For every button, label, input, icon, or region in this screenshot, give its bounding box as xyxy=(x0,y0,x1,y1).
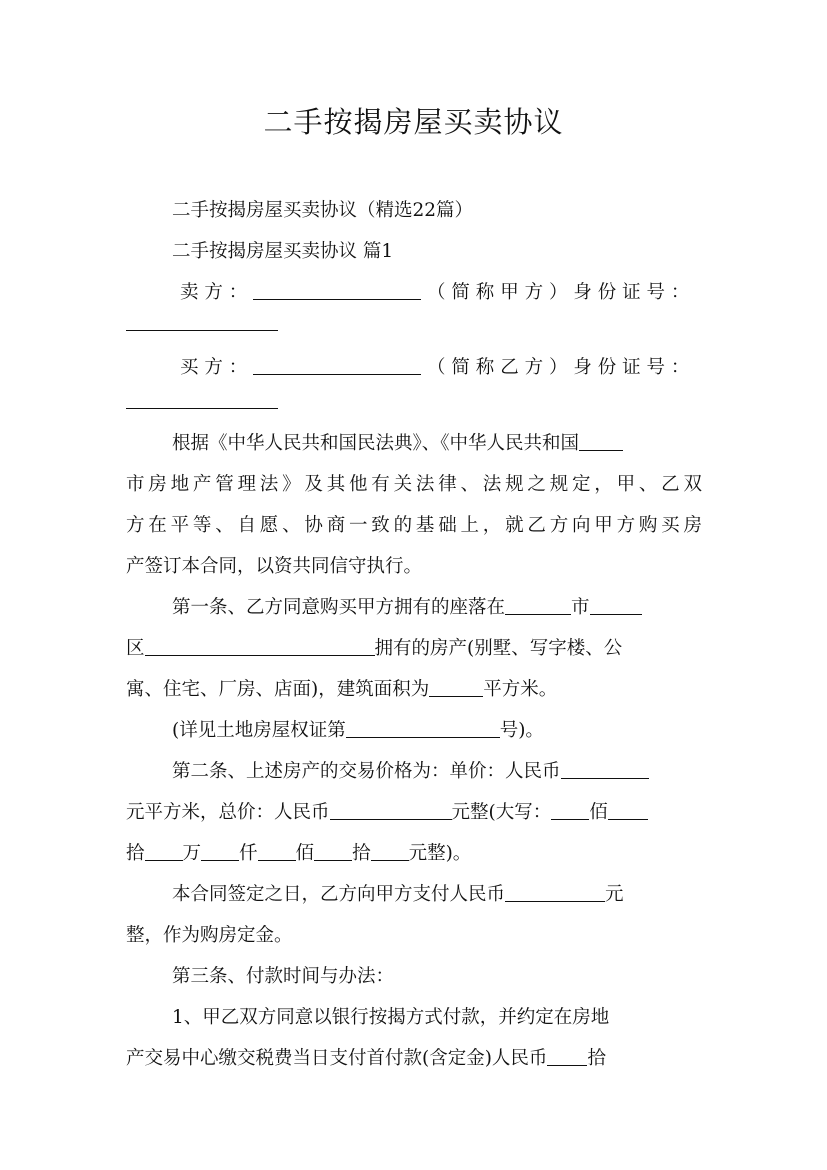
paragraph-text: 元 xyxy=(605,884,624,905)
article-line xyxy=(126,678,702,702)
document-title: 二手按揭房屋买卖协议 xyxy=(263,105,564,139)
article-text: 区 xyxy=(126,638,145,659)
article-text: 佰 xyxy=(589,802,608,823)
seller-name-blank xyxy=(253,281,421,300)
article-text: 拾 xyxy=(352,843,371,864)
paragraph-line: 产签订本合同，以资共同信守执行。 xyxy=(126,556,423,577)
city-blank xyxy=(579,432,623,451)
article-line xyxy=(172,719,702,743)
item-text: 产交易中心缴交税费当日支付首付款(含定金)人民币 xyxy=(126,1048,548,1069)
article-text: 元平方米，总价：人民币 xyxy=(126,802,330,823)
seller-id-line xyxy=(126,312,702,336)
price-blank xyxy=(145,842,183,861)
location-blank xyxy=(505,596,571,615)
article-text: 号)。 xyxy=(499,720,544,741)
article-line xyxy=(126,842,702,866)
price-blank xyxy=(330,801,452,820)
article-line xyxy=(126,801,702,825)
payment-blank xyxy=(547,1047,587,1066)
buyer-id-label: （ 简 称 乙 方 ） 身 份 证 号 ： xyxy=(427,357,690,378)
article-text: 第二条、上述房产的交易价格为：单价：人民币 xyxy=(172,761,561,782)
paragraph-line: 整，作为购房定金。 xyxy=(126,925,293,946)
buyer-line xyxy=(180,356,700,380)
seller-line xyxy=(180,281,700,305)
article-line xyxy=(172,760,702,784)
price-blank xyxy=(371,842,409,861)
article-text: 万 xyxy=(182,843,202,864)
item-line: 1、甲乙双方同意以银行按揭方式付款，并约定在房地 xyxy=(172,1007,610,1028)
article-text: (详见土地房屋权证第 xyxy=(172,720,346,741)
buyer-id-blank xyxy=(126,390,278,409)
article-text: 第一条、乙方同意购买甲方拥有的座落在 xyxy=(172,597,506,618)
article-text: 寓、住宅、厂房、店面)，建筑面积为 xyxy=(126,679,430,700)
price-blank xyxy=(608,801,648,820)
article-text: 元整(大写： xyxy=(451,802,552,823)
paragraph-line xyxy=(172,883,702,907)
paragraph-text: 根据《中华人民共和国民法典》、《中华人民共和国 xyxy=(172,433,580,454)
location-blank xyxy=(590,596,642,615)
price-blank xyxy=(314,842,352,861)
article-text: 拾 xyxy=(126,843,145,864)
seller-id-blank xyxy=(126,312,278,331)
subtitle-line: 二手按揭房屋买卖协议（精选22篇） xyxy=(172,200,474,221)
buyer-name-blank xyxy=(253,356,421,375)
item-line xyxy=(126,1047,702,1071)
buyer-label: 买 方 ： xyxy=(180,357,248,378)
price-blank xyxy=(551,801,589,820)
article-text: 元整)。 xyxy=(408,843,472,864)
buyer-id-line xyxy=(126,390,702,414)
location-blank xyxy=(145,637,375,656)
area-blank xyxy=(429,678,483,697)
certificate-blank xyxy=(346,719,500,738)
paragraph-text: 本合同签定之日，乙方向甲方支付人民币 xyxy=(172,884,506,905)
article-text: 仟 xyxy=(239,843,258,864)
seller-id-label: （ 简 称 甲 方 ） 身 份 证 号 ： xyxy=(427,282,690,303)
article-text: 市 xyxy=(571,597,590,618)
article-heading: 第三条、付款时间与办法： xyxy=(172,966,395,987)
price-blank xyxy=(201,842,239,861)
article-text: 平方米。 xyxy=(483,679,558,700)
deposit-blank xyxy=(505,883,605,902)
price-blank xyxy=(258,842,296,861)
paragraph-line: 市房地产管理法》及其他有关法律、法规之规定，甲、乙双 xyxy=(126,474,702,495)
article-line xyxy=(172,596,702,620)
article-line xyxy=(126,637,702,661)
article-text: 拥有的房产(别墅、写字楼、公 xyxy=(374,638,623,659)
item-text: 拾 xyxy=(587,1048,606,1069)
article-text: 佰 xyxy=(295,843,315,864)
section-heading: 二手按揭房屋买卖协议 篇1 xyxy=(172,241,394,262)
paragraph-line: 方在平等、自愿、协商一致的基础上，就乙方向甲方购买房 xyxy=(126,515,702,536)
price-blank xyxy=(561,760,649,779)
seller-label: 卖 方 ： xyxy=(180,282,248,303)
paragraph-line xyxy=(172,432,702,456)
